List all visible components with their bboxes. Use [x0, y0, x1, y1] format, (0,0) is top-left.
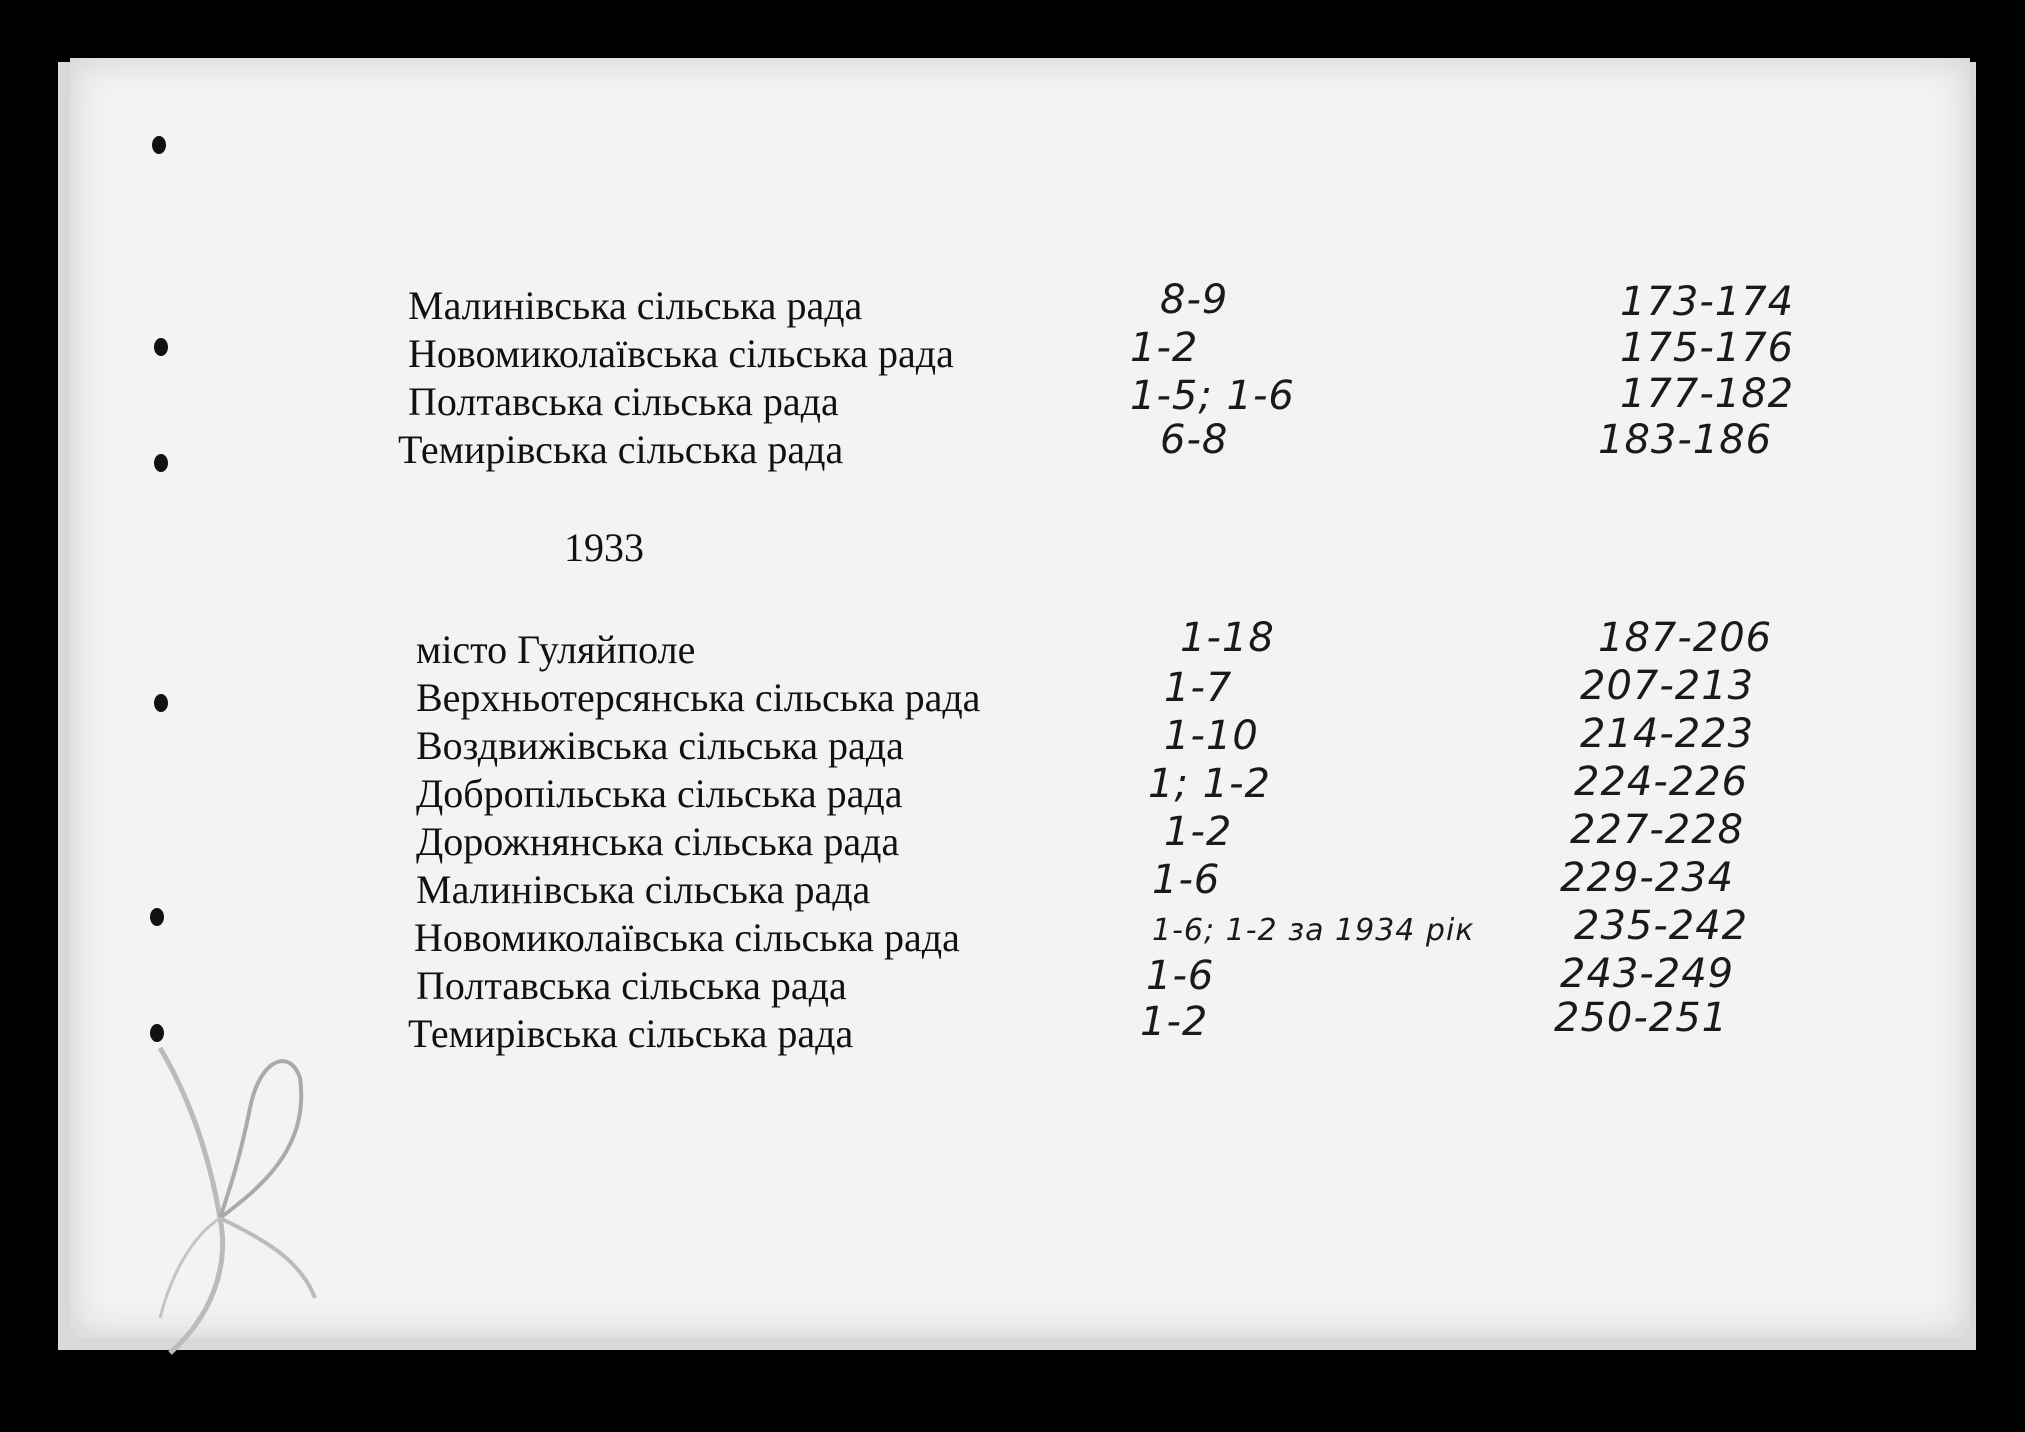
entry-name: Темирівська сільська рада — [398, 427, 844, 472]
entry-items: 8-9 — [1160, 277, 1229, 323]
entry-items: 1; 1-2 — [1148, 761, 1271, 807]
entry-name: Воздвижівська сільська рада — [416, 723, 904, 768]
binding-string — [150, 1038, 320, 1358]
entry-items: 1-18 — [1180, 615, 1275, 661]
binding-hole — [152, 136, 166, 154]
entry-pages: 243-249 — [1560, 951, 1735, 997]
entry-items: 1-2 — [1164, 809, 1233, 855]
binding-hole — [150, 908, 164, 926]
entry-pages: 224-226 — [1574, 759, 1749, 805]
entry-pages: 235-242 — [1574, 903, 1749, 949]
entry-items: 1-2 — [1130, 325, 1199, 371]
binding-hole — [154, 454, 168, 472]
entry-pages: 175-176 — [1620, 325, 1795, 371]
entry-items: 1-6 — [1146, 953, 1215, 999]
entry-name: Малинівська сільська рада — [416, 867, 871, 912]
entry-name: Новомиколаївська сільська рада — [414, 915, 960, 960]
entry-items: 1-6 — [1152, 857, 1221, 903]
entry-items: 1-6; 1-2 за 1934 рік — [1152, 913, 1475, 948]
entry-name: Добропільська сільська рада — [416, 771, 903, 816]
entry-name: Темирівська сільська рада — [408, 1011, 854, 1056]
entry-name: Новомиколаївська сільська рада — [408, 331, 954, 376]
entry-pages: 187-206 — [1598, 615, 1773, 661]
entry-items: 6-8 — [1160, 417, 1229, 463]
entry-pages: 173-174 — [1620, 279, 1795, 325]
year-heading: 1933 — [564, 525, 644, 570]
entry-pages: 207-213 — [1580, 663, 1755, 709]
binding-hole — [154, 338, 168, 356]
entry-items: 1-2 — [1140, 999, 1209, 1045]
entry-name: місто Гуляйполе — [416, 627, 696, 672]
entry-name: Полтавська сільська рада — [416, 963, 847, 1008]
entry-items: 1-7 — [1164, 665, 1233, 711]
entry-pages: 214-223 — [1580, 711, 1755, 757]
entry-items: 1-5; 1-6 — [1130, 373, 1295, 419]
entry-pages: 177-182 — [1620, 371, 1795, 417]
document-sheet — [70, 58, 1970, 1338]
entry-pages: 227-228 — [1570, 807, 1745, 853]
binding-hole — [154, 694, 168, 712]
entry-pages: 183-186 — [1598, 417, 1773, 463]
entry-name: Дорожнянська сільська рада — [416, 819, 900, 864]
entry-name: Верхньотерсянська сільська рада — [416, 675, 981, 720]
entry-items: 1-10 — [1164, 713, 1259, 759]
entry-pages: 229-234 — [1560, 855, 1735, 901]
entry-name: Малинівська сільська рада — [408, 283, 863, 328]
entry-name: Полтавська сільська рада — [408, 379, 839, 424]
entry-pages: 250-251 — [1554, 995, 1729, 1041]
